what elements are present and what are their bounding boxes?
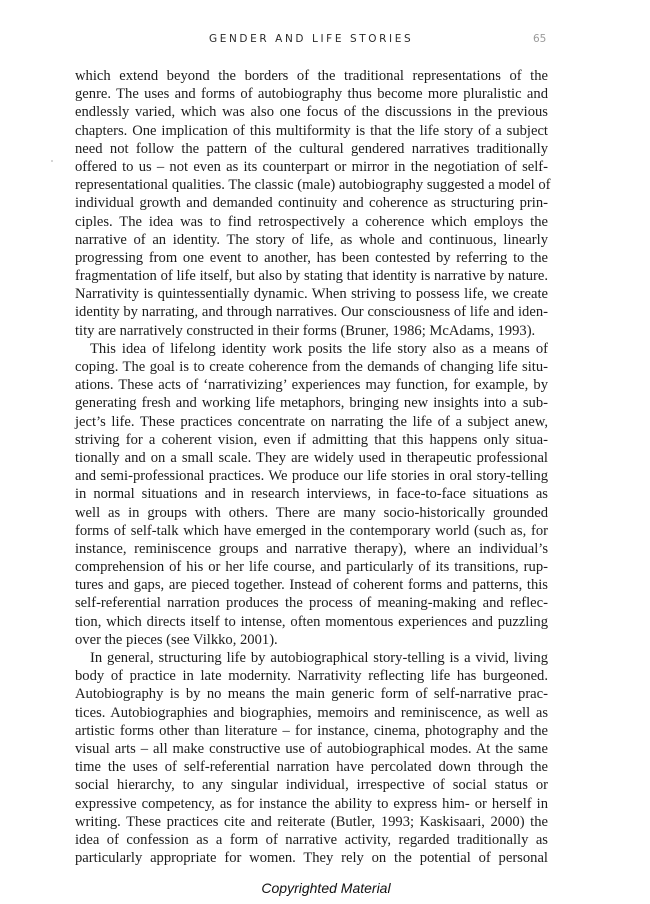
text-line: endlessly varied, which was also one focus of the discussions in the previous (75, 104, 548, 121)
text-line: writing. These practices cite and reiterate (Butler, 1993; Kaskisaari, 2000) the (75, 813, 548, 830)
body-text (75, 67, 551, 867)
text-line: which extend beyond the borders of the traditional representations of the (75, 68, 548, 84)
page-number: 65 (533, 33, 547, 45)
copyright-text: Copyrighted Material (261, 880, 391, 896)
text-line: visual arts – all make constructive use of autobiographical modes. At the same (75, 740, 548, 757)
text-line: and semi-professional practices. We produce our life stories in oral story-telling (75, 468, 548, 485)
text-line: particularly appropriate for women. They rely on the potential of personal (75, 850, 548, 867)
text-line: genre. The uses and forms of autobiography thus become more pluralistic and (75, 86, 548, 103)
copyright-watermark (0, 880, 650, 896)
paragraph-3 (75, 649, 548, 867)
text-line: offered to us – not even as its counterpart or mirror in the negotiation of self- (75, 158, 548, 175)
scan-speck (51, 160, 53, 162)
text-line: representational qualities. The classic (male) autobiography suggested a model of (75, 177, 551, 194)
text-line: progressing from one event to another, has been contested by referring to the (75, 249, 548, 266)
text-line: narrative of an identity. The story of life, as whole and continuous, linearly (75, 231, 548, 248)
text-line: forms of self-talk which have emerged in the contemporary world (such as, for (75, 522, 548, 539)
text-line: ciples. The idea was to find retrospectively a coherence which employs the (75, 213, 548, 230)
text-line: expressive competency, as for instance the ability to express him- or herself in (75, 795, 548, 812)
running-head (0, 33, 650, 51)
text-line: in normal situations and in research interviews, in face-to-face situations as (75, 486, 548, 503)
text-line: coping. The goal is to create coherence from the demands of changing life situ- (75, 359, 548, 375)
running-title: GENDER AND LIFE STORIES (209, 33, 414, 45)
text-line: tices. Autobiographies and biographies, memoirs and reminiscence, as well as (75, 704, 548, 721)
text-line: tionally and on a small scale. They are widely used in therapeutic professional (75, 449, 548, 466)
text-line: idea of confession as a form of narrative activity, regarded traditionally as (75, 831, 548, 848)
text-line: fragmentation of life itself, but also by stating that identity is narrative by nature. (75, 268, 548, 285)
text-line: self-referential narration produces the process of meaning-making and reflec- (75, 595, 548, 612)
text-line: Autobiography is by no means the main generic form of self-narrative prac- (75, 686, 548, 703)
text-line: chapters. One implication of this multiformity is that the life story of a subject (75, 122, 548, 139)
text-line: instance, reminiscence groups and narrative therapy), where an individual’s (75, 540, 548, 557)
text-line: time the uses of self-referential narration have percolated down through the (75, 759, 548, 776)
text-line: striving for a coherent vision, even if admitting that this happens only situa- (75, 431, 548, 448)
paragraph-2 (75, 340, 548, 649)
text-line: tures and gaps, are pieced together. Instead of coherent forms and patterns, this (75, 577, 548, 594)
text-line: social hierarchy, to any singular individual, irrespective of social status or (75, 777, 548, 794)
text-line: This idea of lifelong identity work posits the life story also as a means of (90, 340, 548, 357)
text-line: tion, which directs itself to intense, often momentous experiences and puzzling (75, 613, 548, 630)
text-line: individual growth and demanded continuity and coherence as structuring prin- (75, 195, 548, 212)
text-line: need not follow the pattern of the cultural gendered narratives traditionally (75, 140, 548, 157)
text-line: artistic forms other than literature – for instance, cinema, photography and the (75, 722, 548, 739)
text-line: body of practice in late modernity. Narrativity reflecting life has burgeoned. (75, 668, 548, 685)
text-line: tity are narratively constructed in their forms (Bruner, 1986; McAdams, 1993). (75, 322, 536, 339)
text-line: In general, structuring life by autobiographical story-telling is a vivid, living (90, 650, 548, 666)
text-line: generating fresh and working life metaphors, bringing new insights into a sub- (75, 395, 548, 412)
text-line: ations. These acts of ‘narrativizing’ experiences may function, for example, by (75, 377, 548, 394)
text-line: ject’s life. These practices concentrate on narrating the life of a subject anew, (75, 413, 548, 430)
text-line: Narrativity is quintessentially dynamic. When striving to possess life, we create (75, 286, 548, 303)
text-line: well as in groups with others. There are many socio-historically grounded (75, 504, 548, 521)
text-line: identity by narrating, and through narratives. Our consciousness of life and iden- (75, 304, 548, 321)
text-line: comprehension of his or her life course, and particularly of its transitions, rup- (75, 559, 548, 576)
paragraph-1 (75, 67, 551, 340)
text-line: over the pieces (see Vilkko, 2001). (75, 631, 278, 648)
